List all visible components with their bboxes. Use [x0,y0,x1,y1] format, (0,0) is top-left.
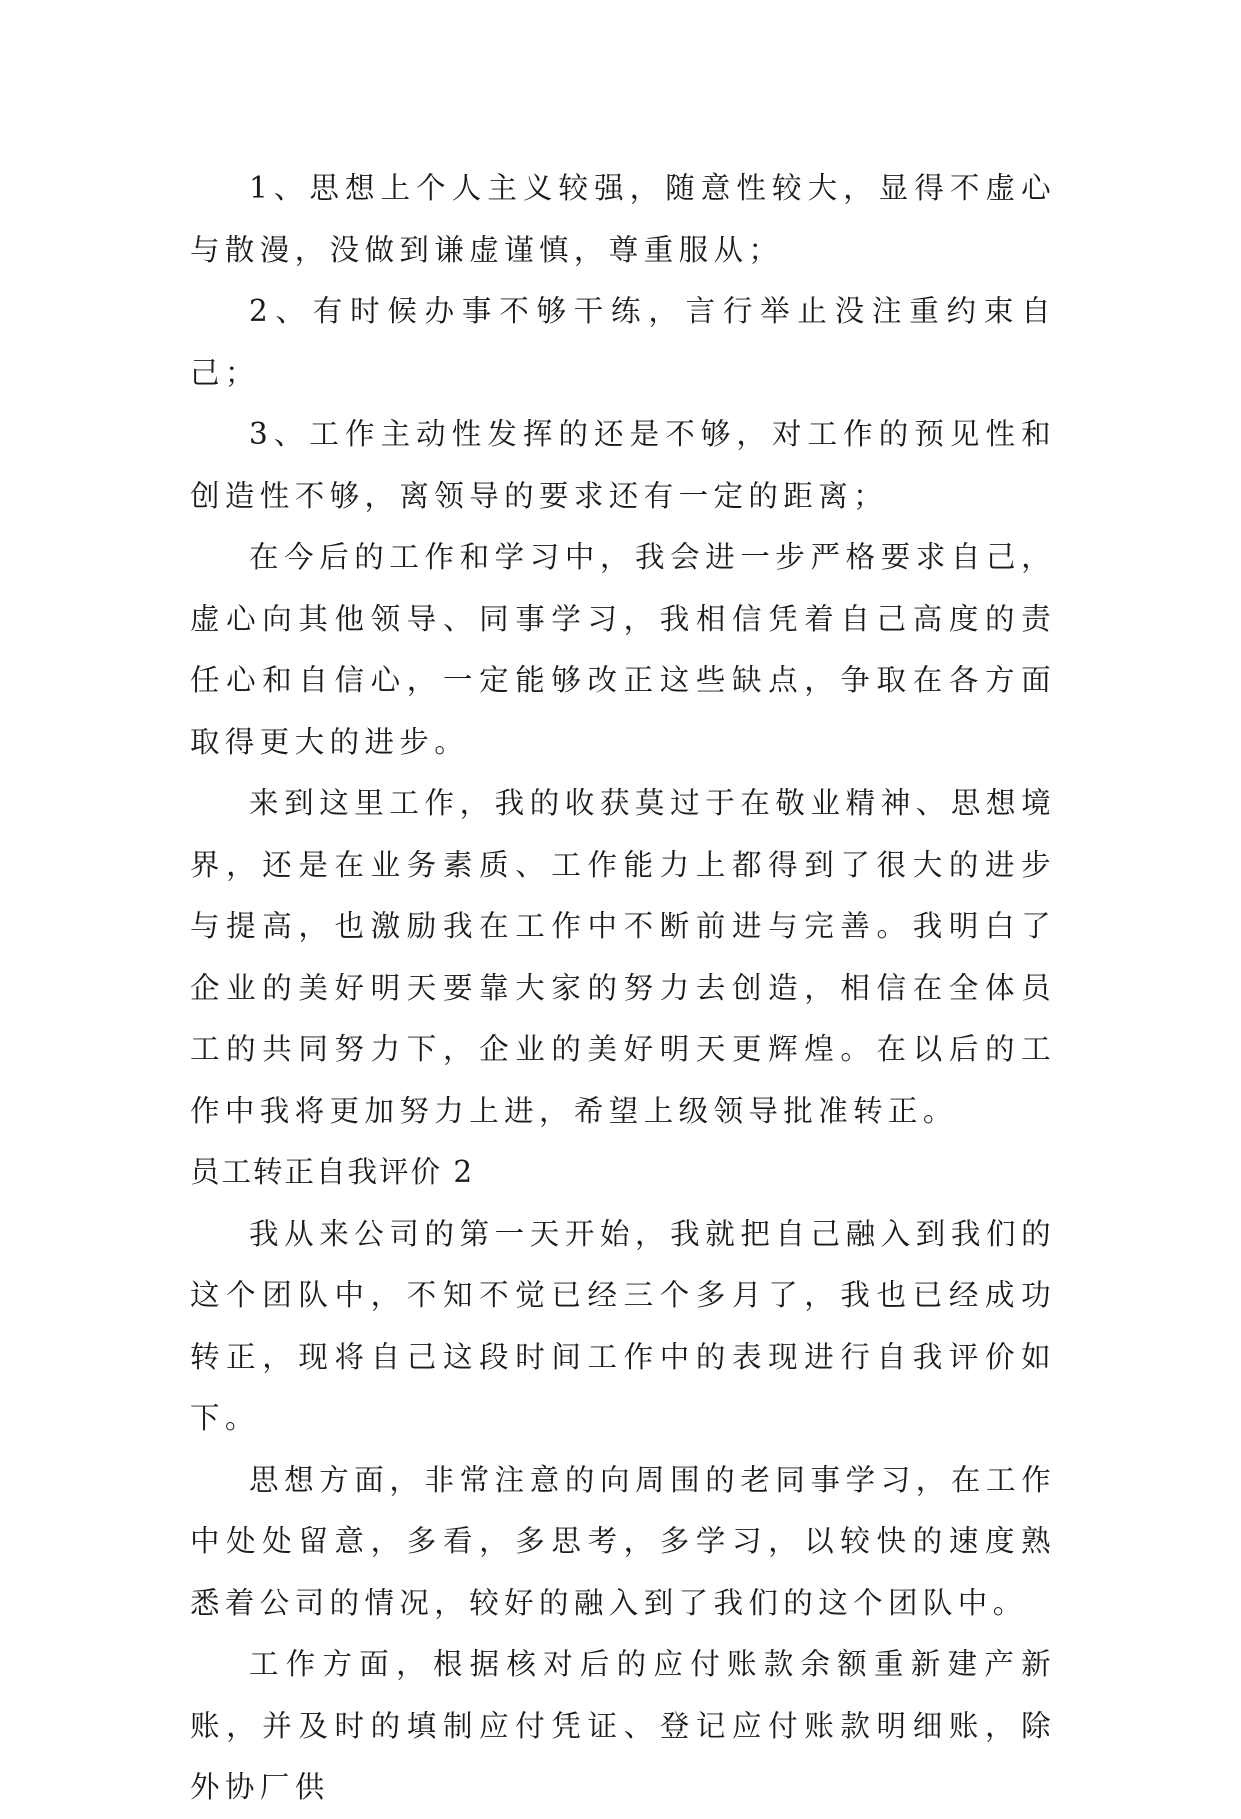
paragraph-thinking: 思想方面，非常注意的向周围的老同事学习，在工作中处处留意，多看，多思考，多学习，以较快的速度熟悉着公司的情况，较好的融入到了我们的这个团队中。 [190,1462,1056,1620]
section-heading: 员工转正自我评价 2 [190,1155,475,1189]
paragraph-intro: 我从来公司的第一天开始，我就把自己融入到我们的这个团队中，不知不觉已经三个多月了，我也已经成功转正，现将自己这段时间工作中的表现进行自我评价如下。 [190,1216,1056,1435]
paragraph-future-plan: 在今后的工作和学习中，我会进一步严格要求自己，虚心向其他领导、同事学习，我相信凭着自己高度的责任心和自信心，一定能够改正这些缺点，争取在各方面取得更大的进步。 [190,540,1056,759]
paragraph-summary: 来到这里工作，我的收获莫过于在敬业精神、思想境界，还是在业务素质、工作能力上都得到了很大的进步与提高，也激励我在工作中不断前进与完善。我明白了企业的美好明天要靠大家的努力去创造，相信在全体员工的共同努力下，企业的美好明天更辉煌。在以后的工作中我将更加努力上进，希望上级领导批准转正。 [190,786,1056,1128]
paragraph-work: 工作方面，根据核对后的应付账款余额重新建产新账，并及时的填制应付凭证、登记应付账款明细账，除外协厂供 [190,1647,1056,1804]
paragraph-shortcoming-1: 1、思想上个人主义较强，随意性较大，显得不虚心与散漫，没做到谦虚谨慎，尊重服从； [190,171,1056,267]
paragraph-shortcoming-2: 2、有时候办事不够干练，言行举止没注重约束自己； [190,294,1056,390]
paragraph-shortcoming-3: 3、工作主动性发挥的还是不够，对工作的预见性和创造性不够，离领导的要求还有一定的距离； [190,417,1056,513]
document-body [190,158,1056,1819]
